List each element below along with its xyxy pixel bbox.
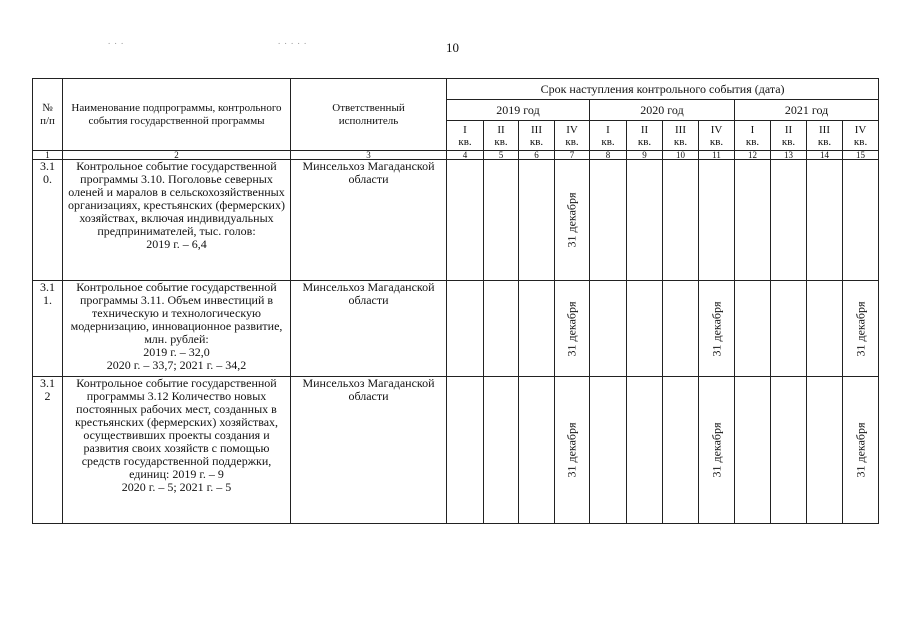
column-number: 5 [484, 151, 519, 160]
row-executor: Минсельхоз Магаданской области [291, 160, 447, 281]
quarter-cell [735, 377, 771, 524]
quarter-cell [699, 377, 735, 524]
header-quarter: IV кв. [699, 121, 735, 151]
column-number: 8 [590, 151, 627, 160]
header-year-2020: 2020 год [590, 100, 735, 121]
column-number: 4 [447, 151, 484, 160]
quarter-cell [807, 281, 843, 377]
quarter-cell [843, 160, 879, 281]
header-deadline: Срок наступления контрольного события (дата) [447, 79, 879, 100]
header-quarter: IV кв. [843, 121, 879, 151]
column-number: 1 [33, 151, 63, 160]
quarter-cell [699, 160, 735, 281]
quarter-cell [447, 281, 484, 377]
quarter-cell [663, 160, 699, 281]
quarter-cell [771, 281, 807, 377]
quarter-cell [843, 281, 879, 377]
column-number: 15 [843, 151, 879, 160]
header-executor [291, 79, 447, 151]
table-row [33, 377, 879, 524]
header-year-2019: 2019 год [447, 100, 590, 121]
row-description: Контрольное событие государственной программы 3.11. Объем инвестиций в техническую и технологическую модернизацию, инновационное развитие, млн. рублей: 2019 г. – 32,0 2020 г. – 33,7; 2021 г. – 34,2 [63, 281, 291, 377]
column-number: 11 [699, 151, 735, 160]
scan-artifact: . . . . . [278, 36, 308, 46]
quarter-cell [771, 160, 807, 281]
row-executor: Минсельхоз Магаданской области [291, 377, 447, 524]
quarter-cell [519, 377, 555, 524]
deadline-date: 31 декабря [853, 422, 868, 478]
column-number: 9 [627, 151, 663, 160]
quarter-cell [735, 160, 771, 281]
scan-artifact: . . . [108, 36, 125, 46]
quarter-cell [555, 377, 590, 524]
header-number [33, 79, 63, 151]
deadline-date: 31 декабря [564, 422, 579, 478]
header-quarter: I кв. [447, 121, 484, 151]
control-events-table [32, 78, 879, 524]
row-number: 3.1 0. [33, 160, 63, 281]
quarter-cell [663, 377, 699, 524]
quarter-cell [627, 160, 663, 281]
quarter-cell [484, 377, 519, 524]
header-quarter: III кв. [807, 121, 843, 151]
deadline-date: 31 декабря [709, 300, 723, 357]
header-quarter: III кв. [663, 121, 699, 151]
column-number: 13 [771, 151, 807, 160]
row-executor: Минсельхоз Магаданской области [291, 281, 447, 377]
column-number: 12 [735, 151, 771, 160]
deadline-date: 31 декабря [853, 300, 868, 357]
quarter-cell [555, 281, 590, 377]
row-description: Контрольное событие государственной программы 3.10. Поголовье северных оленей и маралов в сельскохозяйственных организациях, крестьянских (фермерских) хозяйствах, включая индивидуальных предпринимателей, тыс. голов: 2019 г. – 6,4 [63, 160, 291, 281]
header-quarter: I кв. [590, 121, 627, 151]
quarter-cell [663, 281, 699, 377]
quarter-cell [555, 160, 590, 281]
deadline-date: 31 декабря [564, 192, 579, 248]
row-description: Контрольное событие государственной программы 3.12 Количество новых постоянных рабочих мест, созданных в крестьянских (фермерских) хозяйствах, осуществивших проекты создания и развития своих хозяйств с помощью средств государственной поддержки, единиц: 2019 г. – 9 2020 г. – 5; 2021 г. – 5 [63, 377, 291, 524]
quarter-cell [699, 281, 735, 377]
header-quarter: IV кв. [555, 121, 590, 151]
column-number: 10 [663, 151, 699, 160]
quarter-cell [627, 377, 663, 524]
header-name-label: Наименование подпрограммы, контрольного события государственной программы [71, 101, 282, 127]
quarter-cell [807, 160, 843, 281]
column-number: 14 [807, 151, 843, 160]
table-row [33, 160, 879, 281]
quarter-cell [447, 377, 484, 524]
quarter-cell [447, 160, 484, 281]
quarter-cell [627, 281, 663, 377]
column-number: 3 [291, 151, 447, 160]
column-number: 7 [555, 151, 590, 160]
quarter-cell [771, 377, 807, 524]
header-quarter: II кв. [627, 121, 663, 151]
header-year-2021: 2021 год [735, 100, 879, 121]
quarter-cell [590, 160, 627, 281]
header-name [63, 79, 291, 151]
deadline-date: 31 декабря [709, 422, 723, 478]
quarter-cell [590, 281, 627, 377]
quarter-cell [484, 160, 519, 281]
column-number: 2 [63, 151, 291, 160]
quarter-cell [484, 281, 519, 377]
quarter-cell [735, 281, 771, 377]
quarter-cell [807, 377, 843, 524]
quarter-cell [519, 281, 555, 377]
header-executor-label: Ответственный исполнитель [332, 101, 405, 127]
table-row [33, 281, 879, 377]
header-number-label: № п/п [40, 101, 55, 127]
row-number: 3.1 1. [33, 281, 63, 377]
page-number: 10 [446, 40, 459, 55]
header-quarter: II кв. [771, 121, 807, 151]
row-number: 3.1 2 [33, 377, 63, 524]
deadline-date: 31 декабря [564, 300, 579, 357]
quarter-cell [519, 160, 555, 281]
quarter-cell [843, 377, 879, 524]
quarter-cell [590, 377, 627, 524]
column-number: 6 [519, 151, 555, 160]
header-quarter: III кв. [519, 121, 555, 151]
header-quarter: II кв. [484, 121, 519, 151]
header-quarter: I кв. [735, 121, 771, 151]
